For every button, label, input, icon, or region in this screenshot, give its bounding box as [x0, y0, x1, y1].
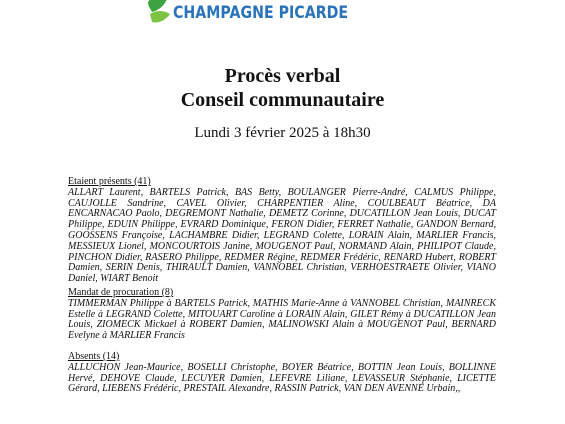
- present-heading: Etaient présents (41): [68, 176, 151, 187]
- present-section: [68, 177, 496, 285]
- leaf-logo-icon: [146, 0, 172, 24]
- document-title: Procès verbal: [224, 65, 341, 87]
- present-list: ALLART Laurent, BARTELS Patrick, BAS Betty, BOULANGER Pierre-André, CALMUS Philippe, CAUJOLLE Sandrine, CAVEL Olivier, CHARPENTIER Aline, COULBEAUT Béatrice, DA ENCARNACAO Paolo, DEGREMONT Nathalie, DEMETZ Corinne, DUCATILLON Jean Louis, DUCAT Philippe, EDUIN Philippe, EVRARD Dominique, FERON Didier, FERRET Nathalie, GANDON Bernard, GOOSSENS Françoise, LACHAMBRE Didier, LEGRAND Colette, LORAIN Alain, MARLIER Francis, MESSIEUX Lionel, MONCOURTOIS Janine, MOUGENOT Paul, NORMAND Alain, PHILIPOT Claude, PINCHON Didier, RASERO Philippe, REDMER Régine, REDMER Frédéric, RENARD Hubert, ROBERT Damien, SERIN Denis, THIRAULT Damien, VANNOBEL Christian, VERHOESTRAETE Olivier, VIANO Daniel, WIART Benoit: [68, 186, 496, 285]
- absent-heading: Absents (14): [68, 351, 120, 362]
- meeting-date: Lundi 3 février 2025 à 18h30: [194, 125, 371, 141]
- proxy-section: [68, 288, 496, 342]
- logo-title: CHAMPAGNE PICARDE: [173, 3, 349, 22]
- proxy-heading: Mandat de procuration (8): [68, 287, 174, 298]
- organization-logo: [146, 0, 356, 28]
- absent-section: [68, 352, 496, 395]
- proxy-list: TIMMERMAN Philippe à BARTELS Patrick, MATHIS Marie-Anne à VANNOBEL Christian, MAINRECK Estelle à LEGRAND Colette, MITOUART Caroline à LORAIN Alain, GILET Rémy à DUCATILLON Jean Louis, ZIOMECK Mickael à ROBERT Damien, MALINOWSKI Alain à MOUGENOT Paul, BERNARD Evelyne à MARLIER Francis: [68, 297, 496, 342]
- document-subtitle: Conseil communautaire: [180, 89, 385, 111]
- absent-list: ALLUCHON Jean-Maurice, BOSELLI Christophe, BOYER Béatrice, BOTTIN Jean Louis, BOLLINNE Hervé, DEHOVE Claude, LECUYER Damien, LEFEVRE Liliane, LEVASSEUR Stéphanie, LICETTE Gérard, LIEBENS Frédéric, PRESTAIL Alexandre, RASSIN Patrick, VAN DEN AVENNE Urbain,,: [68, 361, 496, 395]
